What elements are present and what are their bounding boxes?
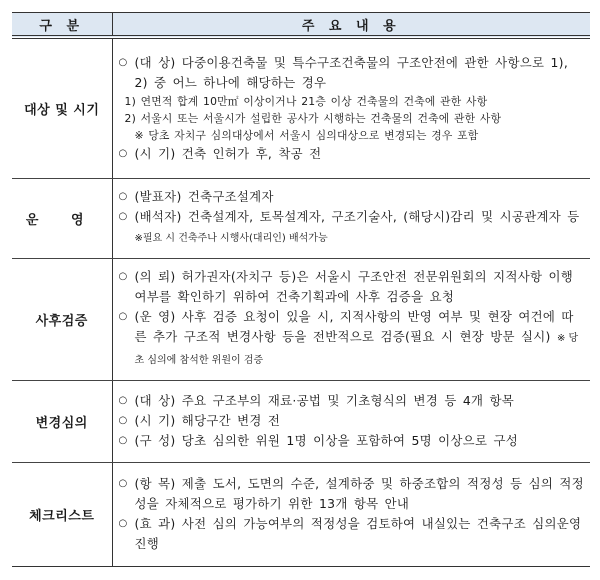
item-text: 건축 인허가 후, 착공 전 <box>181 145 322 161</box>
bullet-icon: ○ <box>118 211 128 222</box>
item-label: (대 상) <box>134 54 176 70</box>
item-text: 사전 심의 가능여부의 적정성을 검토하여 내실있는 건축구조 심의운영 진행 <box>134 516 582 551</box>
row-content <box>112 258 590 380</box>
item-text: 다중이용건축물 및 특수구조건축물의 구조안전에 관한 사항으로 1), 2) 중 어느 하나에 해당하는 경우 <box>134 54 569 90</box>
bullet-icon: ○ <box>118 147 128 159</box>
bullet-icon: ○ <box>118 415 128 426</box>
bullet-icon: ○ <box>118 478 128 489</box>
bullet-icon: ○ <box>118 271 128 282</box>
item-label: (발표자) <box>134 189 182 204</box>
row-category: 대상 및 시기 <box>12 37 112 178</box>
table-row-target-timing <box>12 37 590 178</box>
item-text: 건축설계자, 토목설계자, 구조기술사, (해당시)감리 및 시공관계자 등 <box>187 209 580 224</box>
list-item <box>119 207 585 249</box>
list-item <box>119 187 585 207</box>
bullet-icon: ○ <box>118 311 128 322</box>
table-row-checklist <box>12 462 590 566</box>
item-text: 사후 검증 요청이 있을 시, 지적사항의 반영 여부 및 현장 여건에 따른 추가 구조적 변경사항 등을 전반적으로 검증(필요 시 현장 방문 실시) <box>134 309 574 344</box>
item-label: (효 과) <box>134 516 176 531</box>
item-label: (배석자) <box>134 209 182 224</box>
item-text: 당초 심의한 위원 1명 이상을 포함하여 5명 이상으로 구성 <box>181 433 518 448</box>
header-content: 주 요 내 용 <box>112 13 590 38</box>
row-content <box>112 37 590 178</box>
policy-summary-table <box>12 12 590 567</box>
list-item <box>119 307 585 371</box>
item-text: 허가권자(자치구 등)은 서울시 구조안전 전문위원회의 지적사항 이행 여부를 확인하기 위하여 건축기획과에 사후 검증을 요청 <box>134 269 574 304</box>
sub-item: 1) 연면적 합계 10만㎡ 이상이거나 21층 이상 건축물의 건축에 관한 사항 <box>124 94 488 108</box>
note-text: ※필요 시 건축주나 시행사(대리인) 배석가능 <box>134 233 328 244</box>
row-category: 체크리스트 <box>12 462 112 566</box>
bullet-icon: ○ <box>118 395 128 406</box>
list-item <box>119 411 585 431</box>
list-item <box>119 267 585 307</box>
list-item <box>119 431 585 451</box>
note-text: ※ 당초 자치구 심의대상에서 서울시 심의대상으로 변경되는 경우 포함 <box>134 128 479 142</box>
table-row-change-review <box>12 380 590 462</box>
item-label: (대 상) <box>134 393 176 408</box>
item-text: 제출 도서, 도면의 수준, 설계하중 및 하중조합의 적정성 등 심의 적정성을 자체적으로 평가하기 위한 13개 항목 안내 <box>134 476 584 511</box>
list-item <box>119 474 585 514</box>
table-header-row <box>12 13 590 38</box>
bullet-icon: ○ <box>118 518 128 529</box>
table-row-post-verification <box>12 258 590 380</box>
sub-item: 2) 서울시 또는 서울시가 설립한 공사가 시행하는 건축물의 건축에 관한 사항 <box>124 111 502 125</box>
list-item <box>119 514 585 554</box>
list-item <box>119 53 585 93</box>
list-item <box>119 391 585 411</box>
item-label: (시 기) <box>134 413 176 428</box>
item-text: 해당구간 변경 전 <box>181 413 281 428</box>
row-category: 변경심의 <box>12 380 112 462</box>
row-content <box>112 380 590 462</box>
item-label: (시 기) <box>134 145 176 161</box>
row-category: 사후검증 <box>12 258 112 380</box>
bullet-icon: ○ <box>118 56 128 68</box>
item-label: (운 영) <box>134 309 176 324</box>
row-content <box>112 462 590 566</box>
table-row-operation <box>12 178 590 258</box>
bullet-icon: ○ <box>118 191 128 202</box>
item-text: 주요 구조부의 재료·공법 및 기초형식의 변경 등 4개 항목 <box>181 393 515 408</box>
row-content <box>112 178 590 258</box>
row-category: 운 영 <box>12 178 112 258</box>
item-label: (항 목) <box>134 476 176 491</box>
item-label: (구 성) <box>134 433 176 448</box>
item-label: (의 뢰) <box>134 269 176 284</box>
bullet-icon: ○ <box>118 435 128 446</box>
item-text: 건축구조설계자 <box>187 189 274 204</box>
note-text: ※ 당초 심의에 참석한 위원이 검증 <box>134 333 579 366</box>
header-category: 구 분 <box>12 13 112 38</box>
list-item <box>119 144 585 164</box>
